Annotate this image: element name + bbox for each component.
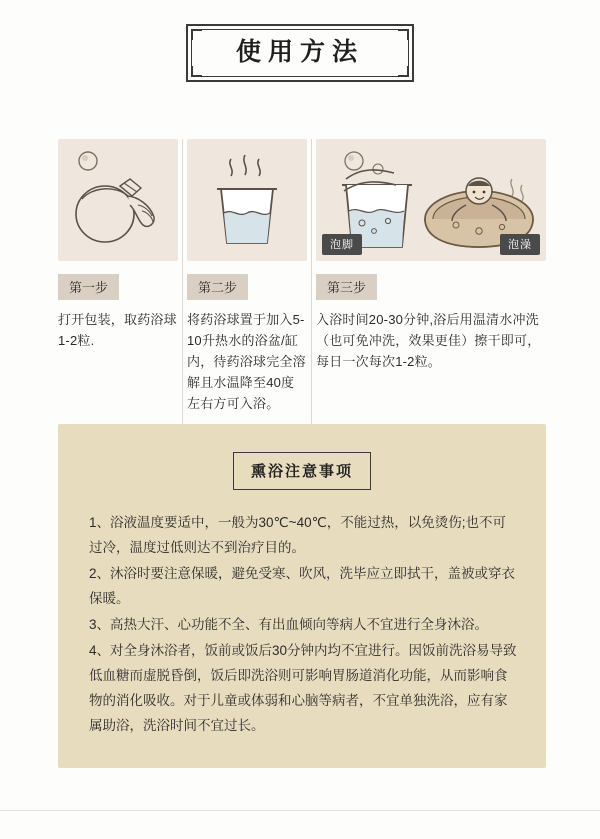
title-outer-frame (186, 24, 414, 82)
notice-item: 1、浴液温度要适中，一般为30℃~40℃，不能过热，以免烫伤;也不可过冷，温度过低则达不到治疗目的。 (89, 515, 506, 555)
corner-tick-icon (191, 29, 193, 40)
badge-tub-bath: 泡澡 (500, 234, 540, 255)
step-1-text: 打开包装，取药浴球1-2粒. (58, 312, 177, 348)
step-3 (316, 139, 546, 414)
step-1 (58, 139, 178, 414)
unwrap-package-icon (58, 139, 178, 261)
steps-section (58, 139, 546, 414)
step-1-label: 第一步 (58, 274, 119, 300)
notice-title-wrap (58, 452, 546, 490)
title-inner-frame (191, 29, 409, 77)
step-2 (187, 139, 307, 414)
notice-item: 2、沐浴时要注意保暖，避免受寒、吹风，洗毕应立即拭干，盖被或穿衣保暖。 (89, 566, 516, 606)
corner-tick-icon (191, 66, 193, 77)
step-3-illustration (316, 139, 546, 261)
step-1-illustration (58, 139, 178, 261)
bottom-divider (0, 810, 600, 811)
step-3-label: 第三步 (316, 274, 377, 300)
notice-item: 3、高热大汗、心功能不全、有出血倾向等病人不宜进行全身沐浴。 (89, 617, 489, 632)
step-2-label: 第二步 (187, 274, 248, 300)
notice-body (89, 510, 518, 739)
corner-tick-icon (407, 29, 409, 40)
step-2-text: 将药浴球置于加入5-10升热水的浴盆/缸内，待药浴球完全溶解且水温降至40度左右方可入浴。 (187, 312, 306, 411)
notice-box (58, 424, 546, 768)
basin-with-hot-water-icon (187, 139, 307, 261)
page-title: 使用方法 (235, 37, 364, 66)
corner-tick-icon (407, 66, 409, 77)
notice-title: 熏浴注意事项 (233, 452, 371, 490)
notice-item: 4、对全身沐浴者，饭前或饭后30分钟内均不宜进行。因饭前洗浴易导致低血糖而虚脱昏倒，饭后即洗浴则可影响胃肠道消化功能，从而影响食物的消化吸收。对于儿童或体弱和心脑等病者，不宜单独洗浴，应有家属助浴，洗浴时间不宜过长。 (89, 643, 517, 733)
badge-foot-bath: 泡脚 (322, 234, 362, 255)
step-3-text: 入浴时间20-30分钟,浴后用温清水冲洗（也可免冲洗，效果更佳）擦干即可，每日一次每次1-2粒。 (316, 312, 541, 369)
page-title-block (0, 24, 600, 82)
step-2-illustration (187, 139, 307, 261)
